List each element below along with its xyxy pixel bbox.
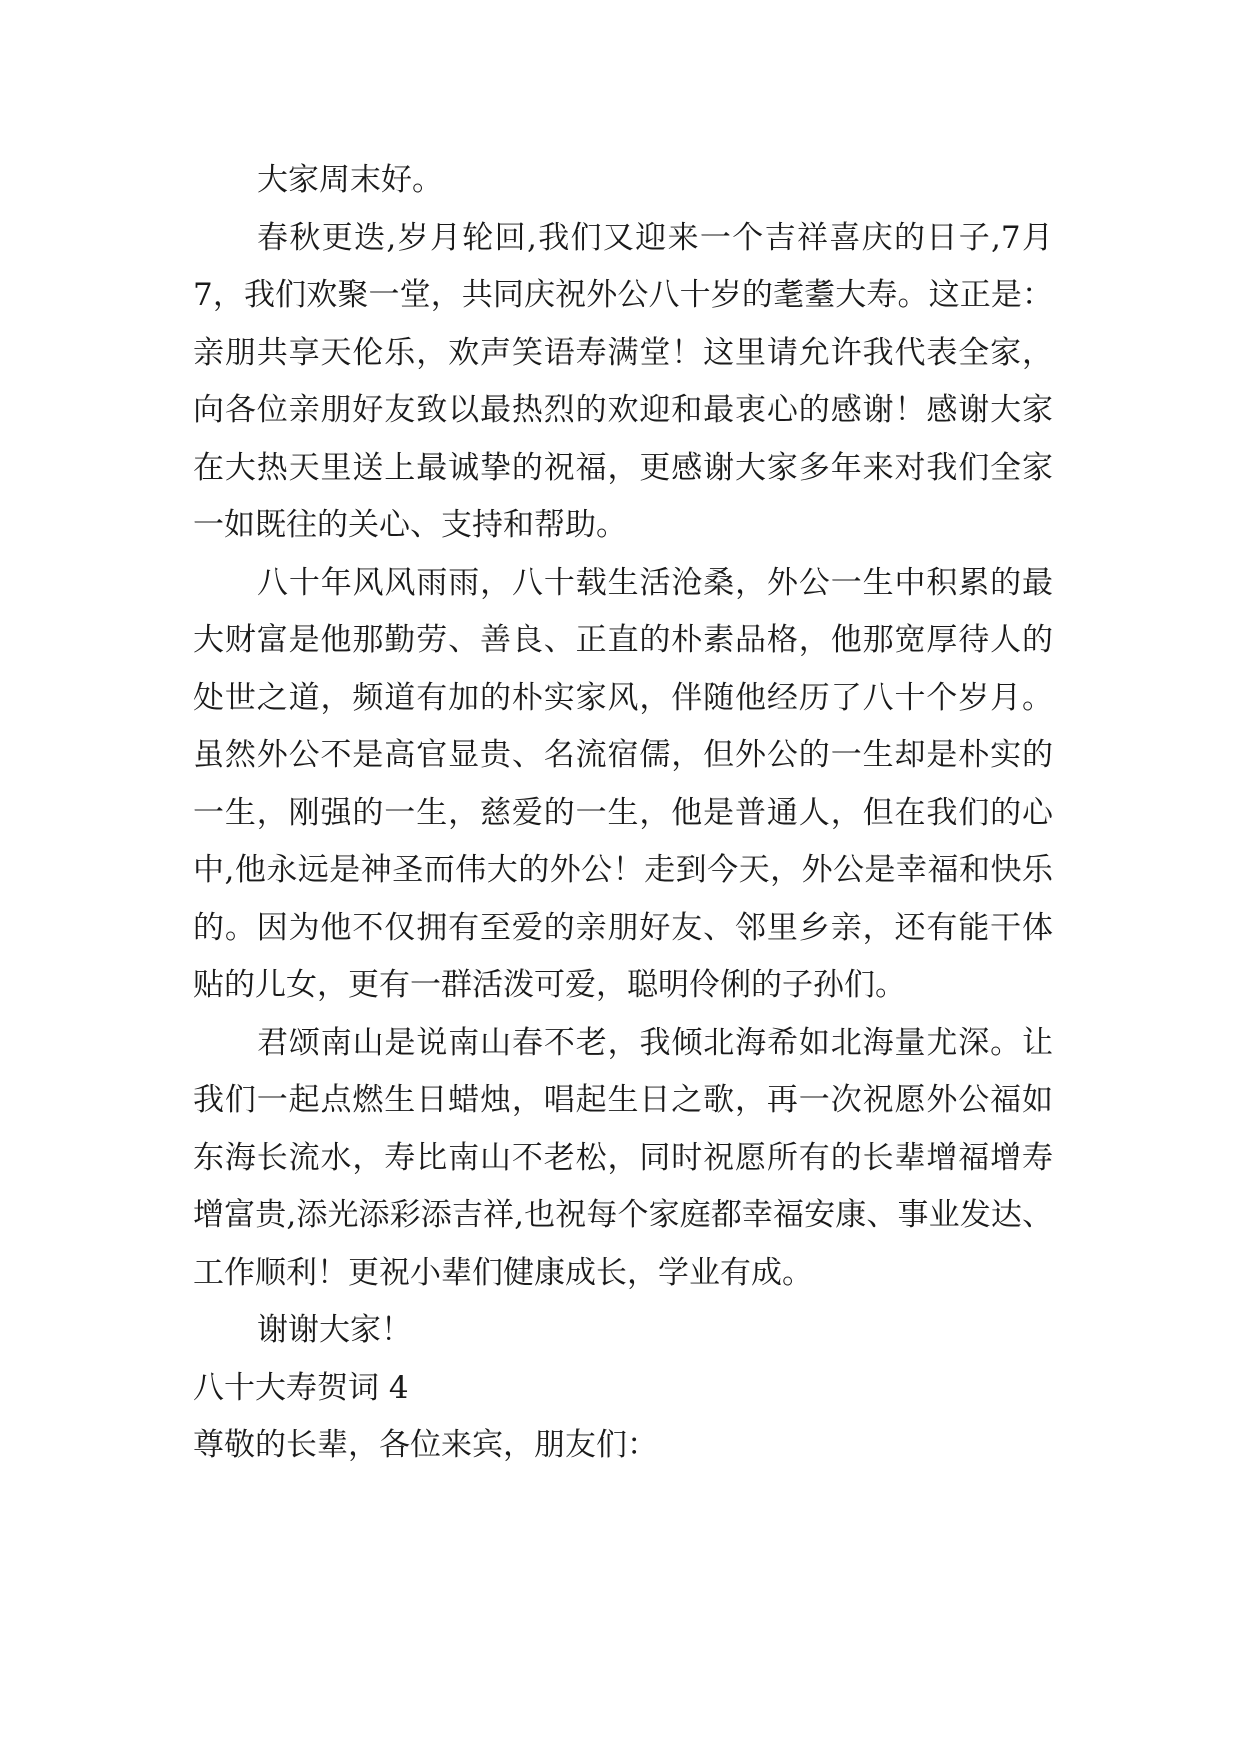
section-title: 八十大寿贺词 4 <box>193 1369 409 1406</box>
salutation-line: 尊敬的长辈，各位来宾，朋友们： <box>193 1427 658 1463</box>
life-paragraph: 八十年风风雨雨，八十载生活沧桑，外公一生中积累的最大财富是他那勤劳、善良、正直的朴素品格，他那宽厚待人的处世之道，频道有加的朴实家风，伴随他经历了八十个岁月。虽然外公不是高官显贵、名流宿儒，但外公的一生却是朴实的一生，刚强的一生，慈爱的一生，他是普通人，但在我们的心中,他永远是神圣而伟大的外公！走到今天，外公是幸福和快乐的。因为他不仅拥有至爱的亲朋好友、邻里乡亲，还有能干体贴的儿女，更有一群活泼可爱，聪明伶俐的子孙们。 <box>193 564 1053 1003</box>
greeting-paragraph: 大家周末好。 <box>257 162 443 198</box>
opening-paragraph: 春秋更迭,岁月轮回,我们又迎来一个吉祥喜庆的日子,7月7，我们欢聚一堂，共同庆祝外公八十岁的耄耋大寿。这正是：亲朋共享天伦乐，欢声笑语寿满堂！这里请允许我代表全家，向各位亲朋好友致以最热烈的欢迎和最衷心的感谢！感谢大家在大热天里送上最诚挚的祝福，更感谢大家多年来对我们全家一如既往的关心、支持和帮助。 <box>193 219 1053 543</box>
thanks-paragraph: 谢谢大家！ <box>257 1312 412 1348</box>
blessing-paragraph: 君颂南山是说南山春不老，我倾北海希如北海量尤深。让我们一起点燃生日蜡烛，唱起生日之歌，再一次祝愿外公福如东海长流水，寿比南山不老松，同时祝愿所有的长辈增福增寿增富贵,添光添彩添吉祥,也祝每个家庭都幸福安康、事业发达、工作顺利！更祝小辈们健康成长，学业有成。 <box>193 1024 1053 1291</box>
document-body <box>193 152 1053 1475</box>
